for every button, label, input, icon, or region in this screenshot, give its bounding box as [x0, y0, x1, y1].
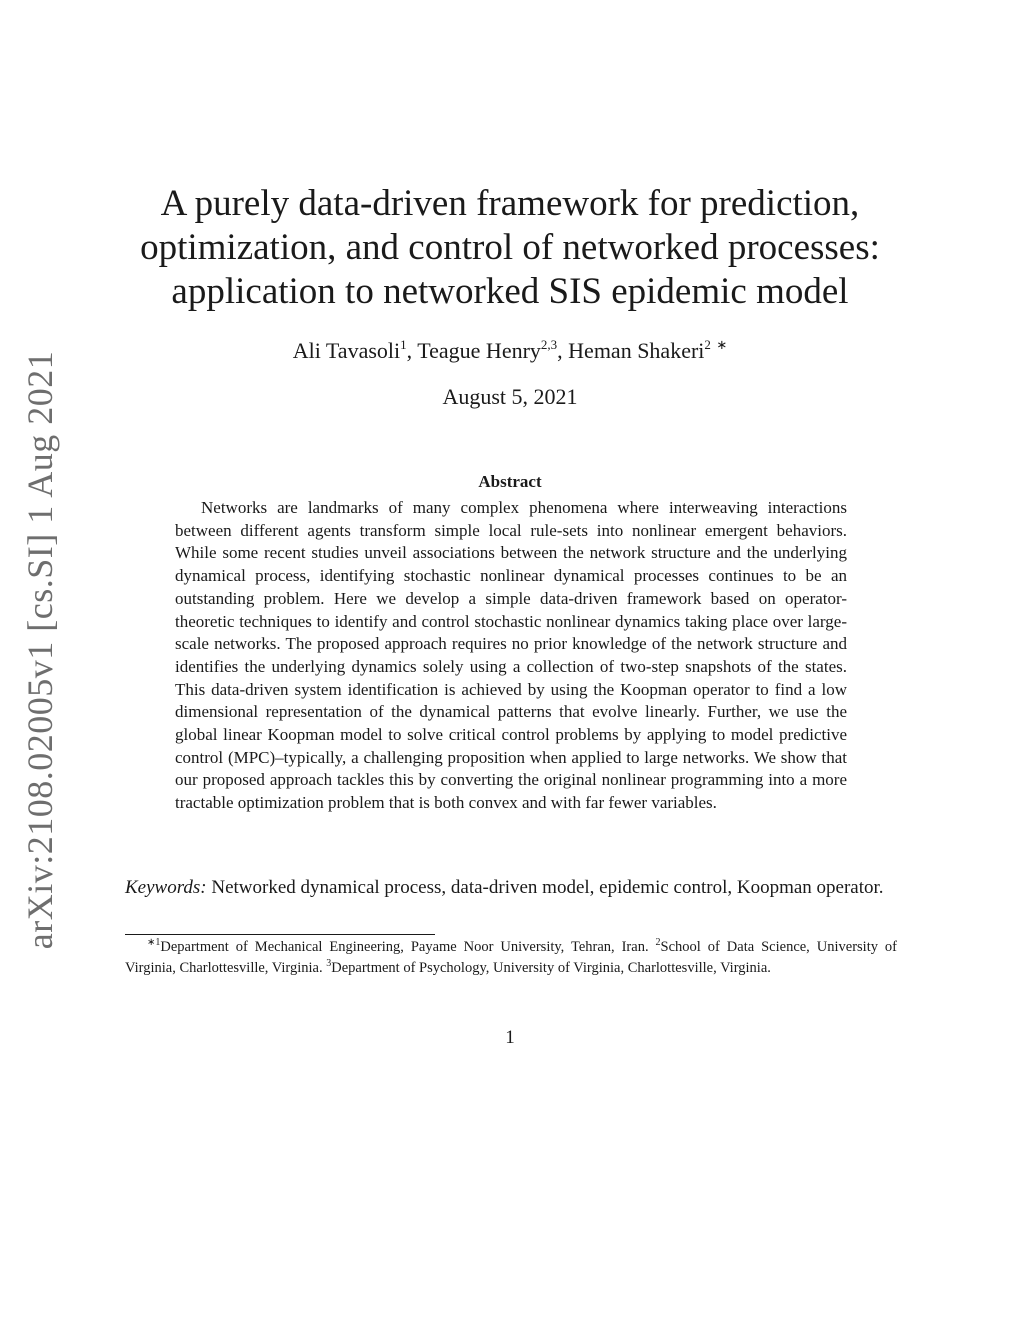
affiliation-footnote: [125, 937, 897, 978]
author-name: Ali Tavasoli: [292, 338, 401, 363]
title-line: application to networked SIS epidemic model: [171, 271, 849, 312]
author-affiliation: 2,3: [540, 337, 558, 352]
paper-title: [140, 182, 880, 314]
page-number: 1: [505, 1027, 515, 1048]
arxiv-identifier-stamp: arXiv:2108.02005v1 [cs.SI] 1 Aug 2021: [20, 350, 60, 950]
author-affiliation: 1: [400, 337, 407, 352]
footnote-text: School of Data Science, University of Virginia, Charlottesville, Virginia.: [125, 939, 897, 976]
author-separator: ,: [557, 338, 569, 363]
author-list: [140, 337, 880, 365]
footnote-divider: [125, 934, 435, 935]
author-name: Teague Henry: [417, 338, 541, 363]
footnote-text: Department of Mechanical Engineering, Payame Noor University, Tehran, Iran.: [160, 939, 656, 955]
footnote-marker: ∗1: [147, 937, 161, 948]
keywords-text: Networked dynamical process, data-driven model, epidemic control, Koopman operator.: [206, 877, 884, 898]
title-line: A purely data-driven framework for prediction,: [160, 183, 860, 224]
author-name: Heman Shakeri: [568, 338, 705, 363]
abstract-heading: Abstract: [478, 472, 542, 491]
abstract-body: Networks are landmarks of many complex phenomena where interweaving interactions between different agents transform simple local rule-sets into nonlinear emergent behaviors. While some recent studies unveil associations between the network structure and the underlying dynamical process, identifying stochastic nonlinear dynamical processes continues to be an outstanding problem. Here we develop a simple data-driven framework based on operator-theoretic techniques to identify and control stochastic nonlinear dynamics taking place over large-scale networks. The proposed approach requires no prior knowledge of the network structure and identifies the underlying dynamics solely using a collection of two-step snapshots of the states. This data-driven system identification is achieved by using the Koopman operator to find a low dimensional representation of the dynamical patterns that evolve linearly. Further, we use the global linear Koopman model to solve critical control problems by applying to model predictive control (MPC)–typically, a challenging proposition when applied to large networks. We show that our proposed approach tackles this by converting the original nonlinear programming into a more tractable optimization problem that is both convex and with far fewer variables.: [175, 498, 847, 813]
footnote-text: Department of Psychology, University of Virginia, Charlottesville, Virginia.: [331, 959, 771, 976]
footnote-marker: 2: [655, 937, 661, 948]
keywords: [125, 876, 897, 900]
author-affiliation: 2: [704, 337, 711, 352]
publication-date: August 5, 2021: [442, 384, 578, 409]
footnote-marker: 3: [326, 957, 332, 969]
author-footnote-star: ∗: [716, 337, 728, 352]
title-line: optimization, and control of networked processes:: [140, 227, 880, 268]
author-separator: ,: [406, 338, 418, 363]
keywords-label: Keywords:: [125, 877, 207, 898]
